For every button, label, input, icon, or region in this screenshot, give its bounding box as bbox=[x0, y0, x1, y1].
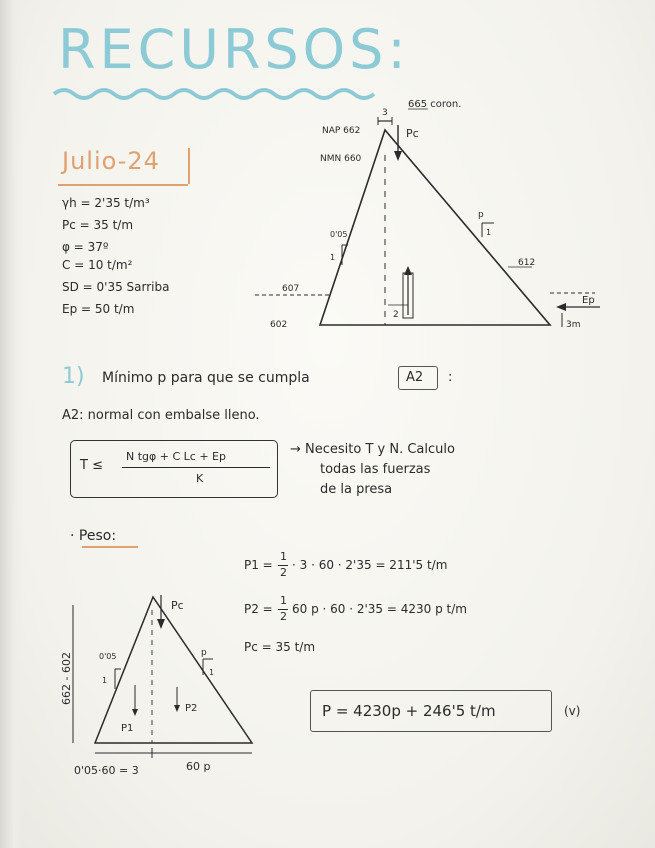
a2-description: A2: normal con embalse lleno. bbox=[62, 408, 260, 423]
ep-label: Ep bbox=[582, 295, 595, 306]
eq-p1-rest: · 3 · 60 · 2'35 = 211'5 t/m bbox=[292, 558, 448, 572]
small-slope-label: 0'05 bbox=[99, 652, 117, 661]
subtitle-underline bbox=[58, 184, 188, 186]
param-pc: Pc = 35 t/m bbox=[62, 218, 134, 232]
peso-underline bbox=[82, 546, 138, 548]
section-subtitle: Julio-24 bbox=[62, 147, 160, 175]
formula-numerator: N tgφ + C Lc + Ep bbox=[126, 450, 226, 463]
formula-lhs: T ≤ bbox=[80, 458, 103, 473]
eq-p1-half-num: 1 bbox=[280, 550, 287, 563]
nap-label: NAP 662 bbox=[322, 126, 361, 136]
param-sd: SD = 0'35 Sarriba bbox=[62, 280, 170, 294]
note-line-2: todas las fuerzas bbox=[320, 462, 431, 477]
eq-p2-lhs: P2 = bbox=[244, 602, 273, 616]
uplift-arrow-head bbox=[404, 266, 412, 275]
param-c: C = 10 t/m² bbox=[62, 258, 133, 272]
corona-label: 665 coron. bbox=[408, 99, 462, 110]
p2-label: P2 bbox=[185, 703, 198, 714]
small-dam-figure bbox=[55, 585, 265, 780]
subtitle-bar bbox=[188, 148, 190, 184]
ep-arrow-head bbox=[556, 303, 566, 311]
small-base-right-label: 60 p bbox=[186, 760, 211, 773]
small-dam-outline bbox=[95, 597, 252, 743]
pc-arrow-head bbox=[394, 151, 402, 161]
question-text: Mínimo p para que se cumpla bbox=[102, 370, 310, 386]
p2-arrow-head bbox=[174, 705, 180, 712]
param-phi: φ = 37º bbox=[62, 240, 109, 254]
small-one-left: 1 bbox=[102, 676, 108, 685]
formula-fraction-bar bbox=[122, 467, 270, 468]
result-formula: P = 4230p + 246'5 t/m bbox=[322, 702, 496, 720]
peso-heading: · Peso: bbox=[70, 528, 117, 544]
small-p-label: p bbox=[201, 648, 207, 658]
p1-arrow-head bbox=[132, 709, 138, 716]
formula-denominator: K bbox=[196, 472, 204, 485]
question-number: 1) bbox=[62, 364, 85, 389]
param-ep: Ep = 50 t/m bbox=[62, 302, 135, 316]
result-tag: (v) bbox=[564, 704, 581, 718]
eq-p1-half-den: 2 bbox=[280, 566, 287, 579]
nmn-label: NMN 660 bbox=[320, 154, 362, 164]
small-base-left-label: 0'05·60 = 3 bbox=[74, 764, 139, 777]
eq-p2-half-den: 2 bbox=[280, 610, 287, 623]
slope-left-label: 0'05 bbox=[330, 230, 348, 239]
note-line-1: → Necesito T y N. Calculo bbox=[290, 442, 455, 457]
small-pc-arrow-head bbox=[157, 619, 165, 629]
page-title: RECURSOS: bbox=[58, 18, 410, 81]
small-height-label: 662 - 602 bbox=[60, 652, 73, 705]
eq-p2-half-num: 1 bbox=[280, 594, 287, 607]
level-612-label: 612 bbox=[518, 258, 536, 268]
slope-left-one: 1 bbox=[330, 253, 336, 262]
note-line-3: de la presa bbox=[320, 482, 393, 497]
eq-p1-lhs: P1 = bbox=[244, 558, 273, 572]
question-colon: : bbox=[448, 370, 453, 385]
eq-p2-rest: 60 p · 60 · 2'35 = 4230 p t/m bbox=[292, 602, 467, 616]
dam-diagram bbox=[250, 95, 620, 345]
base-602-label: 602 bbox=[270, 320, 288, 330]
p1-label: P1 bbox=[121, 723, 134, 734]
base-width-label: 2 bbox=[393, 310, 399, 320]
small-pc-label: Pc bbox=[171, 599, 184, 612]
crest-width-label: 3 bbox=[382, 108, 388, 118]
param-gamma: γh = 2'35 t/m³ bbox=[62, 196, 150, 210]
a2-code: A2 bbox=[406, 370, 424, 385]
small-one-right: 1 bbox=[209, 668, 215, 677]
three-m-label: 3m bbox=[566, 320, 581, 330]
pc-label: Pc bbox=[406, 127, 419, 140]
p-right-label: p bbox=[478, 210, 484, 220]
page-binding-shadow bbox=[0, 0, 24, 848]
p-right-one: 1 bbox=[486, 228, 492, 237]
eq-pc: Pc = 35 t/m bbox=[244, 640, 316, 654]
level-607-label: 607 bbox=[282, 284, 300, 294]
